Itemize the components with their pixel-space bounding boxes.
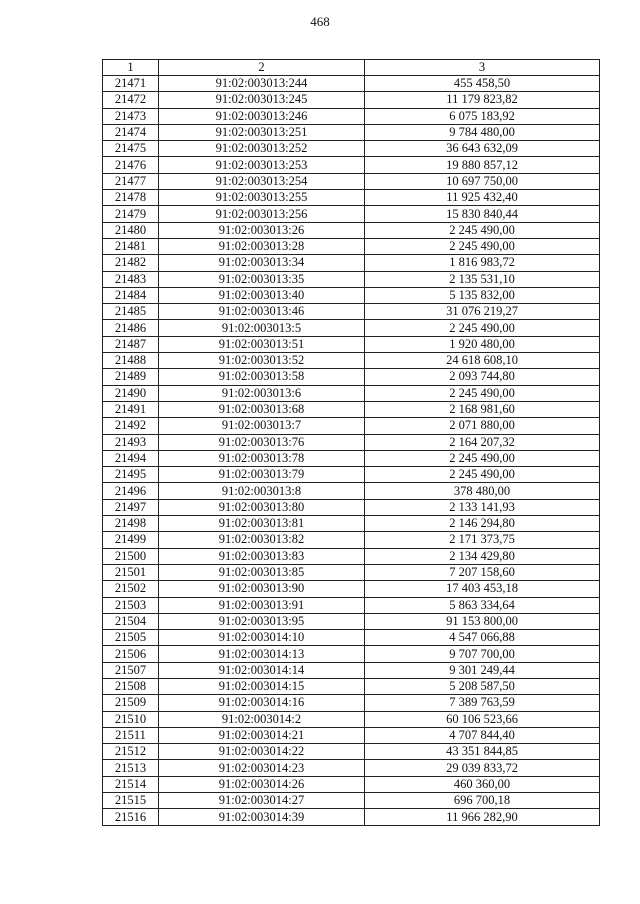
cadastral-number-cell: 91:02:003014:39 [159, 809, 365, 825]
table-row [103, 678, 600, 694]
row-number-cell: 21499 [103, 532, 159, 548]
value-cell: 2 245 490,00 [365, 385, 600, 401]
table-row [103, 646, 600, 662]
value-cell: 4 547 066,88 [365, 630, 600, 646]
table-row [103, 353, 600, 369]
column-header-3: 3 [365, 60, 600, 76]
cadastral-number-cell: 91:02:003013:256 [159, 206, 365, 222]
value-cell: 17 403 453,18 [365, 581, 600, 597]
cadastral-number-cell: 91:02:003013:254 [159, 173, 365, 189]
cadastral-number-cell: 91:02:003013:255 [159, 190, 365, 206]
value-cell: 2 164 207,32 [365, 434, 600, 450]
table-row [103, 760, 600, 776]
row-number-cell: 21504 [103, 613, 159, 629]
row-number-cell: 21483 [103, 271, 159, 287]
row-number-cell: 21501 [103, 564, 159, 580]
value-cell: 2 071 880,00 [365, 418, 600, 434]
row-number-cell: 21493 [103, 434, 159, 450]
row-number-cell: 21514 [103, 776, 159, 792]
row-number-cell: 21500 [103, 548, 159, 564]
value-cell: 2 245 490,00 [365, 450, 600, 466]
table-row [103, 483, 600, 499]
table-body [103, 76, 600, 826]
table-row [103, 597, 600, 613]
row-number-cell: 21509 [103, 695, 159, 711]
cadastral-number-cell: 91:02:003014:14 [159, 662, 365, 678]
column-header-1: 1 [103, 60, 159, 76]
cadastral-number-cell: 91:02:003013:7 [159, 418, 365, 434]
value-cell: 2 134 429,80 [365, 548, 600, 564]
table-row [103, 564, 600, 580]
table-row [103, 238, 600, 254]
cadastral-number-cell: 91:02:003013:40 [159, 287, 365, 303]
row-number-cell: 21498 [103, 516, 159, 532]
cadastral-number-cell: 91:02:003014:15 [159, 678, 365, 694]
row-number-cell: 21472 [103, 92, 159, 108]
table-row [103, 613, 600, 629]
cadastral-number-cell: 91:02:003013:252 [159, 141, 365, 157]
value-cell: 9 707 700,00 [365, 646, 600, 662]
header-row [103, 60, 600, 76]
value-cell: 11 966 282,90 [365, 809, 600, 825]
value-cell: 2 133 141,93 [365, 499, 600, 515]
table-row [103, 548, 600, 564]
value-cell: 696 700,18 [365, 793, 600, 809]
table-row [103, 450, 600, 466]
table-row [103, 124, 600, 140]
value-cell: 19 880 857,12 [365, 157, 600, 173]
row-number-cell: 21495 [103, 467, 159, 483]
cadastral-number-cell: 91:02:003014:2 [159, 711, 365, 727]
row-number-cell: 21512 [103, 744, 159, 760]
value-cell: 10 697 750,00 [365, 173, 600, 189]
cadastral-number-cell: 91:02:003013:51 [159, 336, 365, 352]
cadastral-number-cell: 91:02:003014:16 [159, 695, 365, 711]
row-number-cell: 21489 [103, 369, 159, 385]
row-number-cell: 21510 [103, 711, 159, 727]
table-row [103, 516, 600, 532]
table-row [103, 222, 600, 238]
cadastral-number-cell: 91:02:003013:81 [159, 516, 365, 532]
table-row [103, 190, 600, 206]
cadastral-number-cell: 91:02:003014:21 [159, 727, 365, 743]
cadastral-number-cell: 91:02:003013:82 [159, 532, 365, 548]
table-row [103, 336, 600, 352]
row-number-cell: 21471 [103, 76, 159, 92]
cadastral-number-cell: 91:02:003013:253 [159, 157, 365, 173]
table-row [103, 385, 600, 401]
value-cell: 5 863 334,64 [365, 597, 600, 613]
table-row [103, 141, 600, 157]
value-cell: 2 245 490,00 [365, 320, 600, 336]
cadastral-number-cell: 91:02:003013:83 [159, 548, 365, 564]
cadastral-number-cell: 91:02:003013:46 [159, 304, 365, 320]
row-number-cell: 21508 [103, 678, 159, 694]
row-number-cell: 21484 [103, 287, 159, 303]
table-row [103, 695, 600, 711]
registry-table [102, 59, 600, 826]
table-row [103, 320, 600, 336]
row-number-cell: 21497 [103, 499, 159, 515]
row-number-cell: 21496 [103, 483, 159, 499]
row-number-cell: 21487 [103, 336, 159, 352]
table-row [103, 255, 600, 271]
cadastral-number-cell: 91:02:003013:34 [159, 255, 365, 271]
row-number-cell: 21477 [103, 173, 159, 189]
cadastral-number-cell: 91:02:003013:78 [159, 450, 365, 466]
cadastral-number-cell: 91:02:003013:5 [159, 320, 365, 336]
value-cell: 2 171 373,75 [365, 532, 600, 548]
table-row [103, 467, 600, 483]
row-number-cell: 21480 [103, 222, 159, 238]
value-cell: 2 093 744,80 [365, 369, 600, 385]
page-number: 468 [310, 14, 330, 29]
table-row [103, 271, 600, 287]
value-cell: 2 245 490,00 [365, 238, 600, 254]
row-number-cell: 21506 [103, 646, 159, 662]
value-cell: 2 168 981,60 [365, 401, 600, 417]
row-number-cell: 21503 [103, 597, 159, 613]
row-number-cell: 21515 [103, 793, 159, 809]
table-row [103, 499, 600, 515]
table-row [103, 809, 600, 825]
row-number-cell: 21488 [103, 353, 159, 369]
cadastral-number-cell: 91:02:003013:244 [159, 76, 365, 92]
cadastral-number-cell: 91:02:003013:80 [159, 499, 365, 515]
value-cell: 5 135 832,00 [365, 287, 600, 303]
table-row [103, 287, 600, 303]
table-row [103, 662, 600, 678]
value-cell: 6 075 183,92 [365, 108, 600, 124]
table-row [103, 532, 600, 548]
table-row [103, 76, 600, 92]
row-number-cell: 21478 [103, 190, 159, 206]
cadastral-number-cell: 91:02:003013:28 [159, 238, 365, 254]
table-row [103, 776, 600, 792]
value-cell: 7 389 763,59 [365, 695, 600, 711]
value-cell: 9 784 480,00 [365, 124, 600, 140]
cadastral-number-cell: 91:02:003014:10 [159, 630, 365, 646]
cadastral-number-cell: 91:02:003013:90 [159, 581, 365, 597]
row-number-cell: 21502 [103, 581, 159, 597]
cadastral-number-cell: 91:02:003014:13 [159, 646, 365, 662]
value-cell: 2 135 531,10 [365, 271, 600, 287]
value-cell: 91 153 800,00 [365, 613, 600, 629]
row-number-cell: 21485 [103, 304, 159, 320]
value-cell: 455 458,50 [365, 76, 600, 92]
value-cell: 43 351 844,85 [365, 744, 600, 760]
cadastral-number-cell: 91:02:003013:52 [159, 353, 365, 369]
cadastral-number-cell: 91:02:003013:8 [159, 483, 365, 499]
table-row [103, 581, 600, 597]
cadastral-number-cell: 91:02:003013:35 [159, 271, 365, 287]
value-cell: 460 360,00 [365, 776, 600, 792]
cadastral-number-cell: 91:02:003013:76 [159, 434, 365, 450]
row-number-cell: 21479 [103, 206, 159, 222]
table-header [103, 60, 600, 76]
value-cell: 60 106 523,66 [365, 711, 600, 727]
value-cell: 15 830 840,44 [365, 206, 600, 222]
value-cell: 5 208 587,50 [365, 678, 600, 694]
value-cell: 11 179 823,82 [365, 92, 600, 108]
table-row [103, 418, 600, 434]
value-cell: 2 245 490,00 [365, 467, 600, 483]
cadastral-number-cell: 91:02:003013:26 [159, 222, 365, 238]
cadastral-number-cell: 91:02:003013:95 [159, 613, 365, 629]
row-number-cell: 21513 [103, 760, 159, 776]
row-number-cell: 21507 [103, 662, 159, 678]
table-row [103, 369, 600, 385]
value-cell: 2 146 294,80 [365, 516, 600, 532]
row-number-cell: 21516 [103, 809, 159, 825]
cadastral-number-cell: 91:02:003014:22 [159, 744, 365, 760]
table-row [103, 157, 600, 173]
table-row [103, 401, 600, 417]
table-row [103, 744, 600, 760]
value-cell: 24 618 608,10 [365, 353, 600, 369]
row-number-cell: 21474 [103, 124, 159, 140]
row-number-cell: 21491 [103, 401, 159, 417]
cadastral-number-cell: 91:02:003013:58 [159, 369, 365, 385]
row-number-cell: 21482 [103, 255, 159, 271]
value-cell: 29 039 833,72 [365, 760, 600, 776]
cadastral-number-cell: 91:02:003013:245 [159, 92, 365, 108]
table-row [103, 304, 600, 320]
table-row [103, 108, 600, 124]
cadastral-number-cell: 91:02:003013:79 [159, 467, 365, 483]
row-number-cell: 21492 [103, 418, 159, 434]
row-number-cell: 21486 [103, 320, 159, 336]
value-cell: 7 207 158,60 [365, 564, 600, 580]
value-cell: 2 245 490,00 [365, 222, 600, 238]
value-cell: 36 643 632,09 [365, 141, 600, 157]
row-number-cell: 21475 [103, 141, 159, 157]
cadastral-number-cell: 91:02:003014:23 [159, 760, 365, 776]
row-number-cell: 21476 [103, 157, 159, 173]
cadastral-number-cell: 91:02:003013:246 [159, 108, 365, 124]
row-number-cell: 21505 [103, 630, 159, 646]
cadastral-number-cell: 91:02:003013:85 [159, 564, 365, 580]
cadastral-number-cell: 91:02:003013:68 [159, 401, 365, 417]
row-number-cell: 21481 [103, 238, 159, 254]
value-cell: 11 925 432,40 [365, 190, 600, 206]
cadastral-number-cell: 91:02:003013:91 [159, 597, 365, 613]
table-row [103, 793, 600, 809]
cadastral-number-cell: 91:02:003013:6 [159, 385, 365, 401]
row-number-cell: 21490 [103, 385, 159, 401]
table-row [103, 434, 600, 450]
table-row [103, 711, 600, 727]
table-row [103, 630, 600, 646]
cadastral-number-cell: 91:02:003014:27 [159, 793, 365, 809]
table-row [103, 206, 600, 222]
row-number-cell: 21473 [103, 108, 159, 124]
row-number-cell: 21494 [103, 450, 159, 466]
table-row [103, 92, 600, 108]
value-cell: 1 816 983,72 [365, 255, 600, 271]
value-cell: 4 707 844,40 [365, 727, 600, 743]
cadastral-number-cell: 91:02:003014:26 [159, 776, 365, 792]
cadastral-number-cell: 91:02:003013:251 [159, 124, 365, 140]
value-cell: 9 301 249,44 [365, 662, 600, 678]
value-cell: 378 480,00 [365, 483, 600, 499]
column-header-2: 2 [159, 60, 365, 76]
table-row [103, 727, 600, 743]
value-cell: 31 076 219,27 [365, 304, 600, 320]
table-row [103, 173, 600, 189]
value-cell: 1 920 480,00 [365, 336, 600, 352]
row-number-cell: 21511 [103, 727, 159, 743]
